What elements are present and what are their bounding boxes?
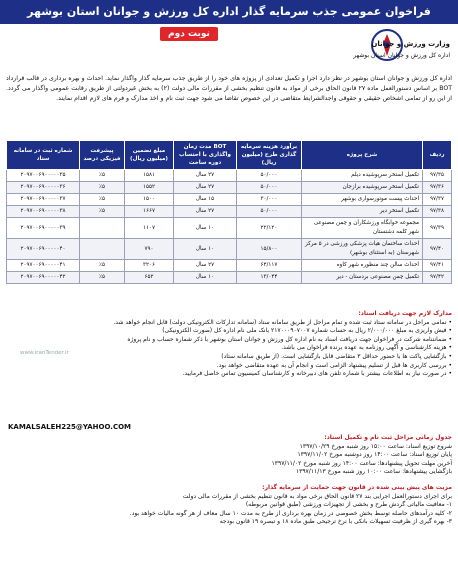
duration-cell: ۱۰ سال	[174, 239, 237, 260]
privileges-heading: مزیت های پیش بینی شده در قانون جهت حمایت از سرمایه گذار:	[262, 484, 452, 491]
guarantee-cell: ۶۵۲	[125, 272, 174, 284]
row-number: ۹۷/۴۲	[423, 272, 452, 284]
table-row	[7, 218, 452, 239]
schedule-heading: جدول زمانی مراحل ثبت نام و تکمیل اسناد:	[324, 434, 452, 441]
duration-cell: ۱۰ سال	[174, 218, 237, 239]
duration-cell: ۲۷ سال	[174, 260, 237, 272]
watermark: www.iranTender.ir	[20, 350, 69, 356]
row-number: ۹۷/۳۸	[423, 206, 452, 218]
docs-line: • تمامی مراحل در سامانه ستاد ثبت شده و تمام مراحل از طریق سامانه ستاد (سامانه تدارکات الکترونیکی دولت) قابل انجام خواهد شد.	[113, 318, 452, 326]
table-row	[7, 170, 452, 182]
privileges-line: ۳- بهره گیری از ظرفیت تسهیلات بانکی با نرخ ترجیحی طبق ماده ۱۸ و تبصره ۱۹ قانون بودجه	[219, 518, 452, 526]
col-guarantee: مبلغ تضمین (میلیون ریال)	[125, 141, 174, 170]
schedule-line: پایان توزیع اسناد: ساعت ۱۴:۰۰ روز دوشنبه مورخ ۱۳۹۷/۱۱/۰۲	[297, 451, 452, 459]
row-number: ۹۷/۴۰	[423, 239, 452, 260]
table-row	[7, 260, 452, 272]
privileges-line: برای اجرای دستورالعمل اجرایی بند ۲۷ قانون الحاق برخی مواد به قانون تنظیم بخشی از مقررات مالی دولت	[182, 492, 452, 500]
col-estimate: برآورد هزینه سرمایه گذاری طرح (میلیون ریال)	[237, 141, 302, 170]
docs-line: • ضمانتنامه شرکت در فراخوان جهت دریافت اسناد به نام اداره کل ورزش و جوانان استان بوشهر با ذکر شماره حساب و نام پروژه	[127, 335, 452, 343]
project-name: احداث پیست موتورسواری بوشهر	[302, 194, 423, 206]
progress-cell: ٪۵	[80, 170, 125, 182]
registry-cell: ۲۰۹۷۰۰۶۹۰۰۰۰۰۳۸	[7, 206, 80, 218]
schedule-line: آخرین مهلت تحویل پیشنهادها: ساعت ۱۴:۰۰ روز شنبه مورخ ۱۳۹۷/۱۱/۰۲	[271, 459, 452, 467]
guarantee-cell: ۱۶۶۷	[125, 206, 174, 218]
estimate-cell: ۱۳/۰۴۴	[237, 272, 302, 284]
row-number: ۹۷/۳۶	[423, 182, 452, 194]
logo-office-name: اداره کل ورزش و جوانان استان بوشهر	[353, 52, 450, 59]
registry-cell: ۲۰۹۷۰۰۶۹۰۰۰۰۰۴۰	[7, 239, 80, 260]
progress-cell: ٪۵	[80, 182, 125, 194]
duration-cell: ۲۷ سال	[174, 182, 237, 194]
table-row	[7, 194, 452, 206]
duration-cell: ۱۵ سال	[174, 194, 237, 206]
progress-cell	[80, 239, 125, 260]
docs-line: • فیش واریزی به مبلغ ۲/۰۰۰/۰۰۰ ریال به حساب شماره ۲۱۷۰۰۰۹۰۷۰۰۷ بانک ملی نام اداره کل (صورت الکترونیکی)	[162, 327, 452, 335]
schedule-line: بازگشایی پیشنهادها: ساعت ۱۰:۰۰ روز شنبه مورخ ۱۳۹۷/۱۱/۱۳	[295, 468, 452, 476]
estimate-cell: ۳۰/۰۰۰	[237, 194, 302, 206]
registry-cell: ۲۰۹۷۰۰۶۹۰۰۰۰۰۳۷	[7, 194, 80, 206]
progress-cell: ٪۵	[80, 272, 125, 284]
project-name: مجموعه خوابگاه ورزشکاران و چمن مصنوعی شهر کلمه دشتستان	[302, 218, 423, 239]
contact-email[interactable]: KAMALSALEH225@YAHOO.COM	[8, 423, 131, 431]
docs-line: • هزینه کارشناسی و آگهی روزنامه به عهده برنده فراخوان می باشد.	[281, 344, 452, 352]
privileges-section	[6, 484, 452, 527]
duration-cell: ۲۷ سال	[174, 170, 237, 182]
col-duration: BOT مدت زمان واگذاری با احتساب دوره ساخت	[174, 141, 237, 170]
guarantee-cell: ۱۵۸۱	[125, 170, 174, 182]
progress-cell: ٪۵	[80, 206, 125, 218]
project-name: تکمیل چمن مصنوعی بردستان - دیر	[302, 272, 423, 284]
intro-text: اداره کل ورزش و جوانان استان بوشهر در نظر دارد اجرا و تکمیل تعدادی از پروژه های خود را از طریق جذب سرمایه گذار واگذار نماید. احداث و بهره برداری در قالب قرارداد BOT بر اساس دستورالعمل ماده ۲۷ قانون الحاق برخی از مواد به قانون تنظیم بخشی از مقررات مالی دولت (۲) به بخش غیردولتی از طریق رقابت عمومی واگذار می گردد. از این رو از تمامی اشخاص حقیقی و حقوقی واجدالشرایط متقاضی در این خصوص تقاضا می شود جهت ثبت نام و اخذ مدارک و فرم های لازم اقدام نمایند.	[6, 75, 452, 102]
progress-cell	[80, 218, 125, 239]
page-title: فراخوان عمومی جذب سرمایه گذار اداره کل ورزش و جوانان استان بوشهر	[0, 0, 458, 24]
docs-heading: مدارک لازم جهت دریافت اسناد:	[358, 310, 452, 317]
docs-section	[6, 310, 452, 379]
privileges-line: ۱- معافیت مالیاتی گردش طرح و بخشی از تجهیزات ورزشی (طبق قوانین مربوطه)	[245, 501, 452, 509]
row-number: ۹۷/۳۹	[423, 218, 452, 239]
progress-cell: ٪۵	[80, 260, 125, 272]
table-row	[7, 206, 452, 218]
table-header-row	[7, 141, 452, 170]
row-number: ۹۷/۳۷	[423, 194, 452, 206]
docs-line: • بازگشایی پاکت ها با حضور حداقل ۳ متقاضی قابل بازگشایی است. (از طریق سامانه ستاد)	[221, 352, 452, 360]
privileges-line: ۲- کلیه درآمدهای حاصله توسط بخش خصوصی در زمان بهره برداری از طرح به مدت ۱۰ سال معاف از هر گونه مالیات خواهد بود.	[129, 509, 452, 517]
ministry-logo	[330, 28, 450, 74]
estimate-cell: ۲۲/۱۲۰	[237, 218, 302, 239]
project-name: تکمیل استخر دیر	[302, 206, 423, 218]
guarantee-cell: ۷۹۰	[125, 239, 174, 260]
project-name: تکمیل استخر سرپوشیده دیلم	[302, 170, 423, 182]
stage-badge: نوبت دوم	[160, 27, 218, 41]
docs-line: • بررسی کاربری ها قبل از تسلیم پیشنهاد الزامی است و انجام آن به عهده متقاضی خواهد بود.	[216, 361, 452, 369]
duration-cell: ۲۷ سال	[174, 206, 237, 218]
registry-cell: ۲۰۹۷۰۰۶۹۰۰۰۰۰۳۵	[7, 170, 80, 182]
progress-cell: ٪۵	[80, 194, 125, 206]
table-row	[7, 239, 452, 260]
guarantee-cell: ۱۵۰۰	[125, 194, 174, 206]
project-name: تکمیل استخر سرپوشیده برازجان	[302, 182, 423, 194]
registry-cell: ۲۰۹۷۰۰۶۹۰۰۰۰۰۴۱	[7, 260, 80, 272]
guarantee-cell: ۱۱۰۷	[125, 218, 174, 239]
estimate-cell: ۵۰/۰۰۰	[237, 182, 302, 194]
row-number: ۹۷/۳۵	[423, 170, 452, 182]
schedule-section	[6, 434, 452, 477]
registry-cell: ۲۰۹۷۰۰۶۹۰۰۰۰۰۳۶	[7, 182, 80, 194]
table-row	[7, 182, 452, 194]
registry-cell: ۲۰۹۷۰۰۶۹۰۰۰۰۰۴۲	[7, 272, 80, 284]
col-row: ردیف	[423, 141, 452, 170]
guarantee-cell: ۱۵۵۲	[125, 182, 174, 194]
guarantee-cell: ۳۲۰۶	[125, 260, 174, 272]
estimate-cell: ۱۵/۸۰۰	[237, 239, 302, 260]
schedule-line: شروع توزیع اسناد: ساعت ۱۵:۰۰ روز شنبه مورخ ۱۳۹۷/۱۰/۲۹	[299, 442, 452, 450]
estimate-cell: ۵۰/۰۰۰	[237, 206, 302, 218]
col-project: شرح پروژه	[302, 141, 423, 170]
estimate-cell: ۶۴/۱۱۷	[237, 260, 302, 272]
logo-ministry-name: وزارت ورزش و جوانان	[371, 40, 450, 48]
col-progress: پیشرفت فیزیکی درصد	[80, 141, 125, 170]
docs-line: • در صورت نیاز به اطلاعات بیشتر با شماره تلفن های دبیرخانه و کارشناسان کمیسیون تماس حاصل فرمایید.	[182, 370, 452, 378]
col-registry: شماره ثبت در سامانه ستاد	[7, 141, 80, 170]
registry-cell: ۲۰۹۷۰۰۶۹۰۰۰۰۰۳۹	[7, 218, 80, 239]
duration-cell: ۱۰ سال	[174, 272, 237, 284]
table-row	[7, 272, 452, 284]
row-number: ۹۷/۴۱	[423, 260, 452, 272]
project-name: احداث ساختمان هیات پزشکی ورزشی در ۵ مرکز شهرستان (به استثنای بوشهر)	[302, 239, 423, 260]
projects-table	[6, 140, 452, 284]
estimate-cell: ۵۰/۰۰۰	[237, 170, 302, 182]
project-name: احداث سالن چند منظوره شهر کاوه	[302, 260, 423, 272]
